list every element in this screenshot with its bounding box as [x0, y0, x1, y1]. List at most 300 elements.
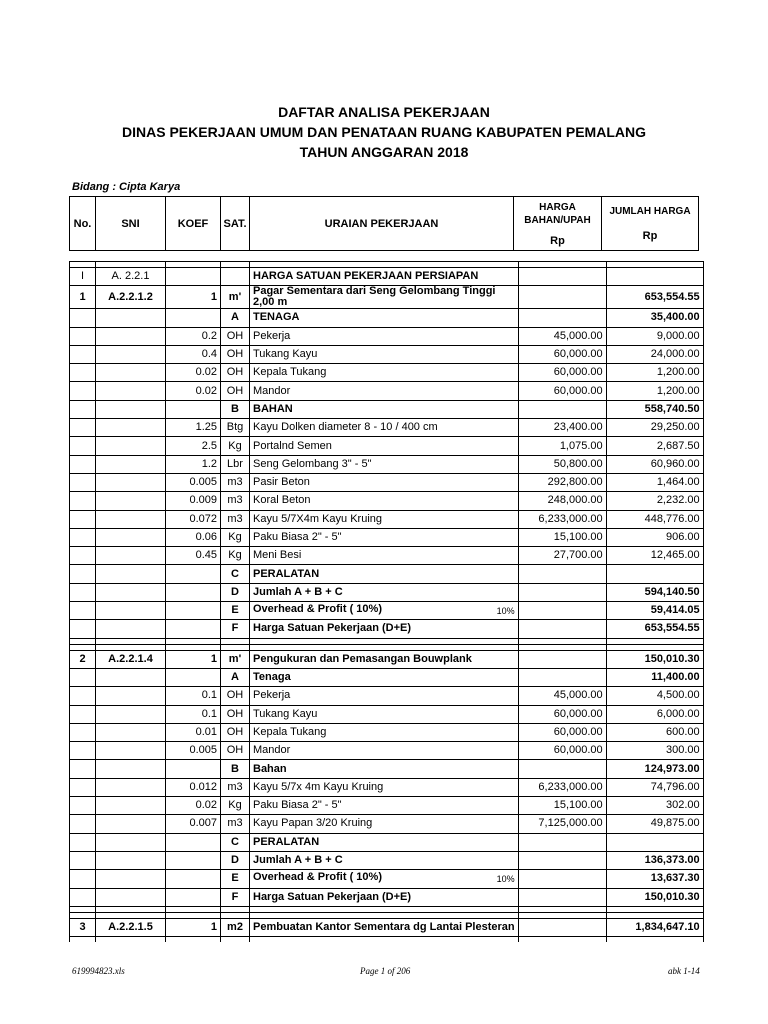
table-cell — [70, 437, 96, 455]
bahan-total: 558,740.50 — [606, 400, 703, 418]
overhead-code: E — [221, 870, 250, 888]
detail-unit-price: 60,000.00 — [518, 705, 606, 723]
table-cell — [96, 797, 166, 815]
peralatan-code: C — [221, 833, 250, 851]
table-cell — [70, 742, 96, 760]
detail-unit-price: 60,000.00 — [518, 382, 606, 400]
table-cell — [70, 492, 96, 510]
table-cell — [96, 723, 166, 741]
detail-description: Pekerja — [250, 687, 519, 705]
item-koef: 1 — [166, 650, 221, 668]
peralatan-total — [606, 833, 703, 851]
trailing-cell — [96, 937, 166, 943]
trailing-cell — [606, 937, 703, 943]
detail-amount: 448,776.00 — [606, 510, 703, 528]
table-cell — [166, 620, 221, 638]
analysis-table-body — [70, 262, 704, 943]
trailing-row — [70, 937, 704, 943]
table-cell — [166, 888, 221, 906]
overhead-code: E — [221, 602, 250, 620]
item-total: 653,554.55 — [606, 286, 703, 309]
item-number: 1 — [70, 286, 96, 309]
table-cell — [518, 286, 606, 309]
detail-row — [70, 473, 704, 491]
detail-row — [70, 742, 704, 760]
detail-row — [70, 345, 704, 363]
detail-amount: 12,465.00 — [606, 547, 703, 565]
detail-koef: 0.1 — [166, 705, 221, 723]
table-cell — [70, 815, 96, 833]
table-cell — [70, 565, 96, 583]
detail-amount: 302.00 — [606, 797, 703, 815]
peralatan-label-cell — [250, 833, 519, 851]
detail-description: Paku Biasa 2" - 5" — [250, 797, 519, 815]
table-cell — [70, 419, 96, 437]
tenaga-code: A — [221, 309, 250, 327]
detail-unit: OH — [221, 742, 250, 760]
analysis-table — [69, 261, 704, 942]
detail-amount: 1,200.00 — [606, 382, 703, 400]
detail-row — [70, 815, 704, 833]
detail-unit-price: 50,800.00 — [518, 455, 606, 473]
detail-amount: 2,687.50 — [606, 437, 703, 455]
detail-amount: 906.00 — [606, 528, 703, 546]
detail-unit: m3 — [221, 473, 250, 491]
table-cell — [518, 309, 606, 327]
detail-amount: 300.00 — [606, 742, 703, 760]
table-cell — [70, 327, 96, 345]
table-cell — [96, 583, 166, 601]
table-cell — [70, 345, 96, 363]
detail-unit: m3 — [221, 510, 250, 528]
table-cell — [96, 742, 166, 760]
detail-koef: 0.005 — [166, 473, 221, 491]
col-harga-rp: Rp — [550, 234, 565, 247]
item-total: 1,834,647.10 — [606, 918, 703, 936]
table-cell — [166, 833, 221, 851]
table-cell — [96, 833, 166, 851]
table-cell — [518, 602, 606, 620]
detail-unit-price: 6,233,000.00 — [518, 778, 606, 796]
item-sni: A.2.2.1.5 — [96, 918, 166, 936]
detail-unit: OH — [221, 723, 250, 741]
peralatan-row — [70, 833, 704, 851]
table-cell — [221, 268, 250, 286]
table-cell — [96, 888, 166, 906]
table-cell — [166, 870, 221, 888]
harga_satuan-label: Harga Satuan Pekerjaan (D+E) — [253, 890, 412, 903]
table-cell — [96, 364, 166, 382]
table-cell — [518, 870, 606, 888]
table-cell — [70, 760, 96, 778]
detail-amount: 49,875.00 — [606, 815, 703, 833]
table-cell — [70, 309, 96, 327]
detail-amount: 6,000.00 — [606, 705, 703, 723]
harga_satuan-total: 653,554.55 — [606, 620, 703, 638]
detail-koef: 0.02 — [166, 382, 221, 400]
detail-description: Tukang Kayu — [250, 705, 519, 723]
detail-row — [70, 778, 704, 796]
table-cell — [96, 400, 166, 418]
detail-unit: OH — [221, 364, 250, 382]
detail-unit: OH — [221, 705, 250, 723]
overhead-row — [70, 602, 704, 620]
detail-unit-price: 45,000.00 — [518, 687, 606, 705]
item-description: Pagar Sementara dari Seng Gelombang Tinggi 2,00 m — [250, 286, 519, 309]
table-cell — [70, 888, 96, 906]
jumlah_abc-row — [70, 851, 704, 869]
detail-description: Mandor — [250, 742, 519, 760]
harga_satuan-code: F — [221, 888, 250, 906]
tenaga-total: 35,400.00 — [606, 309, 703, 327]
harga_satuan-total: 150,010.30 — [606, 888, 703, 906]
detail-koef: 0.007 — [166, 815, 221, 833]
detail-unit: Kg — [221, 797, 250, 815]
trailing-cell — [70, 937, 96, 943]
table-cell — [70, 473, 96, 491]
overhead-label: Overhead & Profit ( 10%) — [253, 603, 382, 616]
harga_satuan-label-cell — [250, 620, 519, 638]
table-cell — [70, 705, 96, 723]
col-jumlah-label: JUMLAH HARGA — [609, 206, 691, 217]
table-cell — [70, 833, 96, 851]
overhead-label-cell — [250, 870, 519, 888]
table-cell — [96, 309, 166, 327]
detail-unit: OH — [221, 687, 250, 705]
detail-description: Seng Gelombang 3" - 5" — [250, 455, 519, 473]
detail-row — [70, 547, 704, 565]
detail-description: Kayu 5/7x 4m Kayu Kruing — [250, 778, 519, 796]
table-cell — [96, 668, 166, 686]
detail-unit: Kg — [221, 528, 250, 546]
detail-amount: 9,000.00 — [606, 327, 703, 345]
col-koef: KOEF — [166, 197, 221, 251]
detail-unit-price: 15,100.00 — [518, 528, 606, 546]
col-sni: SNI — [96, 197, 166, 251]
detail-unit-price: 60,000.00 — [518, 742, 606, 760]
detail-koef: 0.009 — [166, 492, 221, 510]
tenaga-label: TENAGA — [253, 311, 300, 324]
bahan-total: 124,973.00 — [606, 760, 703, 778]
table-cell — [166, 760, 221, 778]
detail-koef: 0.01 — [166, 723, 221, 741]
tenaga-row — [70, 668, 704, 686]
detail-koef: 0.2 — [166, 327, 221, 345]
tenaga-row — [70, 309, 704, 327]
footer-filename: 619994823.xls — [72, 966, 125, 976]
harga_satuan-code: F — [221, 620, 250, 638]
table-cell — [518, 650, 606, 668]
peralatan-label: PERALATAN — [253, 567, 320, 580]
table-cell — [166, 851, 221, 869]
detail-unit-price: 60,000.00 — [518, 364, 606, 382]
table-cell — [518, 583, 606, 601]
detail-description: Kepala Tukang — [250, 723, 519, 741]
table-cell — [70, 723, 96, 741]
detail-unit: OH — [221, 345, 250, 363]
detail-description: Paku Biasa 2" - 5" — [250, 528, 519, 546]
table-cell — [70, 602, 96, 620]
detail-koef: 0.02 — [166, 364, 221, 382]
detail-koef: 0.072 — [166, 510, 221, 528]
overhead-percent: 10% — [496, 606, 515, 617]
detail-row — [70, 705, 704, 723]
bahan-label: BAHAN — [253, 402, 293, 415]
detail-description: Tukang Kayu — [250, 345, 519, 363]
item-row — [70, 650, 704, 668]
peralatan-label: PERALATAN — [253, 835, 320, 848]
bahan-row — [70, 400, 704, 418]
col-jumlah-rp: Rp — [642, 230, 658, 242]
col-sat: SAT. — [221, 197, 250, 251]
table-cell — [96, 620, 166, 638]
jumlah_abc-code: D — [221, 583, 250, 601]
table-cell — [96, 547, 166, 565]
fiscal-year-title: TAHUN ANGGARAN 2018 — [299, 144, 469, 160]
col-harga — [514, 197, 602, 251]
document-title: DAFTAR ANALISA PEKERJAAN — [278, 104, 490, 120]
table-cell — [70, 364, 96, 382]
table-cell — [518, 918, 606, 936]
table-cell — [166, 583, 221, 601]
table-cell — [70, 547, 96, 565]
jumlah_abc-total: 594,140.50 — [606, 583, 703, 601]
table-cell — [96, 419, 166, 437]
table-cell — [96, 382, 166, 400]
tenaga-total: 11,400.00 — [606, 668, 703, 686]
detail-koef: 0.012 — [166, 778, 221, 796]
detail-amount: 1,200.00 — [606, 364, 703, 382]
item-koef: 1 — [166, 286, 221, 309]
table-cell — [166, 668, 221, 686]
agency-title: DINAS PEKERJAAN UMUM DAN PENATAAN RUANG KABUPATEN PEMALANG — [122, 124, 646, 140]
table-cell — [166, 400, 221, 418]
detail-unit: m3 — [221, 492, 250, 510]
col-no: No. — [70, 197, 96, 251]
tenaga-label: Tenaga — [253, 671, 291, 684]
jumlah_abc-label-cell — [250, 583, 519, 601]
table-cell — [166, 309, 221, 327]
table-cell — [96, 565, 166, 583]
jumlah_abc-code: D — [221, 851, 250, 869]
overhead-total: 59,414.05 — [606, 602, 703, 620]
table-cell — [518, 851, 606, 869]
detail-description: Kayu Dolken diameter 8 - 10 / 400 cm — [250, 419, 519, 437]
table-cell — [96, 602, 166, 620]
item-unit: m2 — [221, 918, 250, 936]
detail-unit-price: 292,800.00 — [518, 473, 606, 491]
detail-koef: 2.5 — [166, 437, 221, 455]
col-uraian: URAIAN PEKERJAAN — [250, 197, 514, 251]
detail-row — [70, 382, 704, 400]
detail-koef: 0.02 — [166, 797, 221, 815]
detail-amount: 29,250.00 — [606, 419, 703, 437]
trailing-cell — [221, 937, 250, 943]
detail-unit-price: 60,000.00 — [518, 723, 606, 741]
section-sni: A. 2.2.1 — [96, 268, 166, 286]
section-title: HARGA SATUAN PEKERJAAN PERSIAPAN — [250, 268, 519, 286]
detail-unit: Lbr — [221, 455, 250, 473]
harga_satuan-row — [70, 620, 704, 638]
overhead-row — [70, 870, 704, 888]
footer-page-number: Page 1 of 206 — [360, 966, 411, 976]
detail-description: Kayu 5/7X4m Kayu Kruing — [250, 510, 519, 528]
table-cell — [70, 778, 96, 796]
detail-row — [70, 492, 704, 510]
table-cell — [96, 327, 166, 345]
detail-description: Meni Besi — [250, 547, 519, 565]
detail-koef: 0.06 — [166, 528, 221, 546]
jumlah_abc-label: Jumlah A + B + C — [253, 585, 343, 598]
detail-row — [70, 364, 704, 382]
table-cell — [166, 565, 221, 583]
table-cell — [96, 345, 166, 363]
item-sni: A.2.2.1.4 — [96, 650, 166, 668]
bahan-label-cell — [250, 760, 519, 778]
detail-description: Portalnd Semen — [250, 437, 519, 455]
section-number: I — [70, 268, 96, 286]
table-cell — [96, 760, 166, 778]
table-cell — [518, 888, 606, 906]
table-cell — [70, 870, 96, 888]
detail-unit-price: 6,233,000.00 — [518, 510, 606, 528]
item-description: Pembuatan Kantor Sementara dg Lantai Plesteran — [250, 918, 519, 936]
detail-unit-price: 23,400.00 — [518, 419, 606, 437]
peralatan-row — [70, 565, 704, 583]
peralatan-total — [606, 565, 703, 583]
table-cell — [96, 778, 166, 796]
table-cell — [96, 510, 166, 528]
detail-unit-price: 45,000.00 — [518, 327, 606, 345]
detail-unit-price: 248,000.00 — [518, 492, 606, 510]
item-number: 3 — [70, 918, 96, 936]
table-cell — [70, 668, 96, 686]
item-total: 150,010.30 — [606, 650, 703, 668]
trailing-cell — [518, 937, 606, 943]
detail-koef: 0.005 — [166, 742, 221, 760]
peralatan-label-cell — [250, 565, 519, 583]
table-cell — [518, 565, 606, 583]
detail-row — [70, 419, 704, 437]
overhead-total: 13,637.30 — [606, 870, 703, 888]
table-cell — [518, 620, 606, 638]
detail-amount: 2,232.00 — [606, 492, 703, 510]
table-cell — [70, 510, 96, 528]
overhead-label-cell — [250, 602, 519, 620]
detail-unit-price: 15,100.00 — [518, 797, 606, 815]
detail-amount: 600.00 — [606, 723, 703, 741]
overhead-label: Overhead & Profit ( 10%) — [253, 871, 382, 884]
detail-description: Koral Beton — [250, 492, 519, 510]
item-row — [70, 286, 704, 309]
table-cell — [96, 492, 166, 510]
detail-description: Kayu Papan 3/20 Kruing — [250, 815, 519, 833]
detail-koef: 0.4 — [166, 345, 221, 363]
detail-amount: 4,500.00 — [606, 687, 703, 705]
table-cell — [96, 815, 166, 833]
detail-row — [70, 510, 704, 528]
detail-row — [70, 437, 704, 455]
table-cell — [96, 687, 166, 705]
jumlah_abc-row — [70, 583, 704, 601]
table-cell — [166, 268, 221, 286]
item-unit: m' — [221, 286, 250, 309]
table-cell — [166, 602, 221, 620]
jumlah_abc-label-cell — [250, 851, 519, 869]
table-cell — [70, 687, 96, 705]
detail-row — [70, 455, 704, 473]
table-cell — [96, 851, 166, 869]
table-cell — [96, 473, 166, 491]
detail-unit-price: 60,000.00 — [518, 345, 606, 363]
bahan-label: Bahan — [253, 762, 287, 775]
bahan-code: B — [221, 760, 250, 778]
column-header-table — [69, 196, 699, 251]
table-cell — [606, 268, 703, 286]
tenaga-code: A — [221, 668, 250, 686]
detail-row — [70, 687, 704, 705]
item-number: 2 — [70, 650, 96, 668]
detail-koef: 0.45 — [166, 547, 221, 565]
table-cell — [70, 400, 96, 418]
table-cell — [96, 528, 166, 546]
detail-koef: 1.25 — [166, 419, 221, 437]
item-koef: 1 — [166, 918, 221, 936]
peralatan-code: C — [221, 565, 250, 583]
detail-unit: Btg — [221, 419, 250, 437]
detail-amount: 60,960.00 — [606, 455, 703, 473]
col-harga-line1: HARGA — [539, 201, 576, 213]
jumlah_abc-total: 136,373.00 — [606, 851, 703, 869]
harga_satuan-label-cell — [250, 888, 519, 906]
table-cell — [96, 437, 166, 455]
table-cell — [96, 870, 166, 888]
detail-amount: 24,000.00 — [606, 345, 703, 363]
section-row — [70, 268, 704, 286]
table-cell — [70, 583, 96, 601]
table-cell — [70, 528, 96, 546]
detail-amount: 1,464.00 — [606, 473, 703, 491]
detail-unit: Kg — [221, 547, 250, 565]
detail-unit: m3 — [221, 815, 250, 833]
detail-unit: m3 — [221, 778, 250, 796]
bidang-label: Bidang : Cipta Karya — [72, 181, 181, 193]
trailing-cell — [250, 937, 519, 943]
table-cell — [518, 833, 606, 851]
trailing-cell — [166, 937, 221, 943]
detail-row — [70, 797, 704, 815]
detail-koef: 1.2 — [166, 455, 221, 473]
table-cell — [518, 668, 606, 686]
tenaga-label-cell — [250, 309, 519, 327]
table-cell — [96, 455, 166, 473]
detail-unit-price: 27,700.00 — [518, 547, 606, 565]
detail-row — [70, 723, 704, 741]
bahan-row — [70, 760, 704, 778]
table-cell — [70, 382, 96, 400]
table-cell — [518, 400, 606, 418]
detail-unit: OH — [221, 382, 250, 400]
detail-description: Pasir Beton — [250, 473, 519, 491]
item-row — [70, 918, 704, 936]
harga_satuan-label: Harga Satuan Pekerjaan (D+E) — [253, 622, 412, 635]
detail-unit-price: 7,125,000.00 — [518, 815, 606, 833]
table-cell — [518, 268, 606, 286]
table-cell — [70, 851, 96, 869]
footer-reference: abk 1-14 — [668, 966, 700, 976]
item-sni: A.2.2.1.2 — [96, 286, 166, 309]
detail-koef: 0.1 — [166, 687, 221, 705]
